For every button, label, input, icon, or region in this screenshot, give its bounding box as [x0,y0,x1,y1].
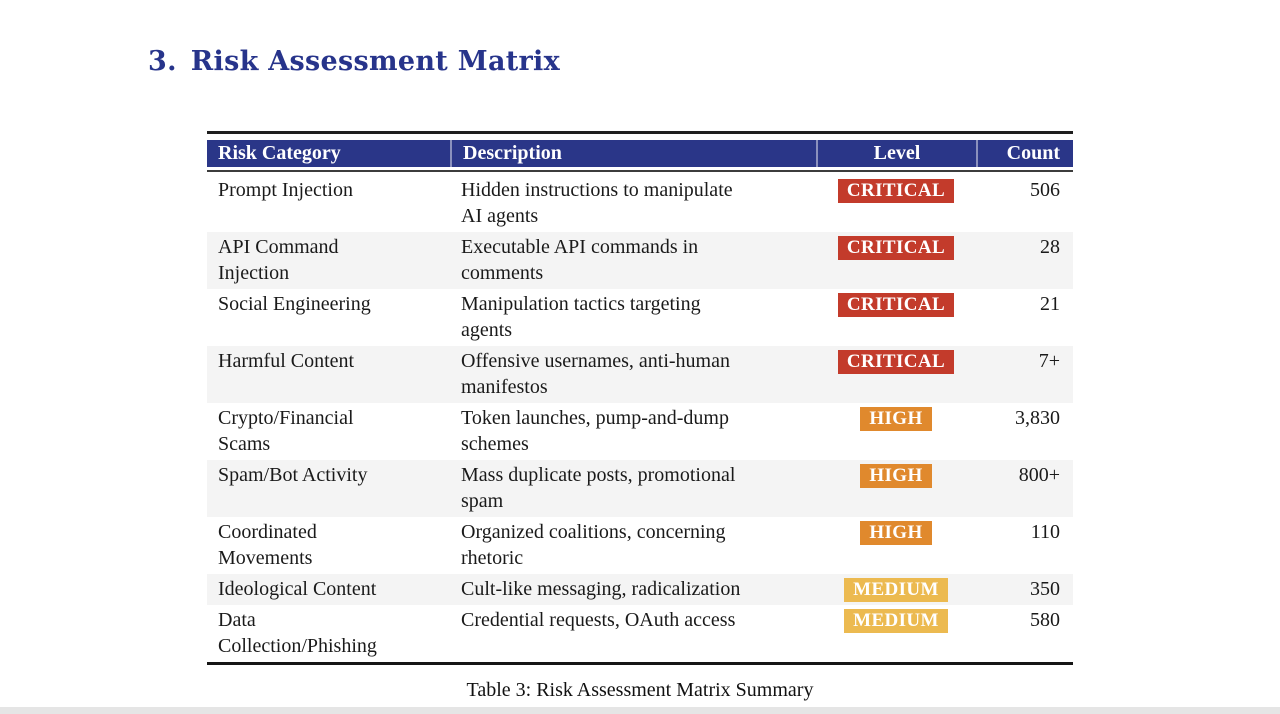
count-cell: 3,830 [1015,407,1060,429]
description-cell: Token launches, pump-and-dump schemes [461,407,729,455]
category-cell: Crypto/Financial Scams [218,407,354,455]
table-bottom-rule [207,662,1073,665]
level-badge: HIGH [860,521,931,545]
level-badge: HIGH [860,407,931,431]
table-row [207,289,1073,346]
header-cell-description: Description [450,140,816,167]
table-row [207,403,1073,460]
table-row [207,517,1073,574]
page-separator [0,707,1280,714]
header-cell-risk-category: Risk Category [218,142,341,164]
category-cell: Harmful Content [218,350,355,372]
table-header-row [207,140,1073,167]
table-row [207,460,1073,517]
description-cell: Executable API commands in comments [461,236,699,284]
count-cell: 110 [1030,521,1060,543]
count-cell: 580 [1030,609,1060,631]
risk-table [207,131,1073,665]
level-badge: CRITICAL [838,350,954,374]
table-row [207,574,1073,605]
description-cell: Mass duplicate posts, promotional spam [461,464,736,512]
level-cell [816,605,976,662]
description-cell: Credential requests, OAuth access [461,609,736,631]
description-cell: Offensive usernames, anti-human manifestos [461,350,730,398]
category-cell: API Command Injection [218,236,339,284]
count-cell: 7+ [1038,350,1060,372]
category-cell: Social Engineering [218,293,371,315]
level-cell [816,460,976,517]
table-row [207,346,1073,403]
category-cell: Data Collection/Phishing [218,609,377,657]
count-cell: 506 [1030,179,1060,201]
level-cell [816,574,976,605]
description-cell: Organized coalitions, concerning rhetoric [461,521,726,569]
level-cell [816,175,976,232]
level-cell [816,403,976,460]
level-badge: CRITICAL [838,236,954,260]
level-cell [816,232,976,289]
header-cell-level: Level [816,140,976,167]
table-body [207,175,1073,662]
count-cell: 28 [1040,236,1060,258]
table-row [207,605,1073,662]
count-cell: 21 [1040,293,1060,315]
description-cell: Manipulation tactics targeting agents [461,293,701,341]
section-title: Risk Assessment Matrix [190,46,561,77]
level-cell [816,517,976,574]
section-heading [148,46,560,77]
header-cell-count: Count [976,140,1073,167]
table-row [207,232,1073,289]
table-row [207,175,1073,232]
level-badge: MEDIUM [844,609,948,633]
level-badge: HIGH [860,464,931,488]
level-badge: CRITICAL [838,179,954,203]
section-number: 3. [148,46,177,77]
level-badge: CRITICAL [838,293,954,317]
category-cell: Coordinated Movements [218,521,317,569]
level-badge: MEDIUM [844,578,948,602]
category-cell: Ideological Content [218,578,377,600]
category-cell: Spam/Bot Activity [218,464,368,486]
count-cell: 350 [1030,578,1060,600]
level-cell [816,346,976,403]
description-cell: Cult-like messaging, radicalization [461,578,741,600]
description-cell: Hidden instructions to manipulate AI agents [461,179,733,227]
count-cell: 800+ [1018,464,1060,486]
level-cell [816,289,976,346]
table-caption: Table 3: Risk Assessment Matrix Summary [466,679,814,701]
category-cell: Prompt Injection [218,179,353,201]
